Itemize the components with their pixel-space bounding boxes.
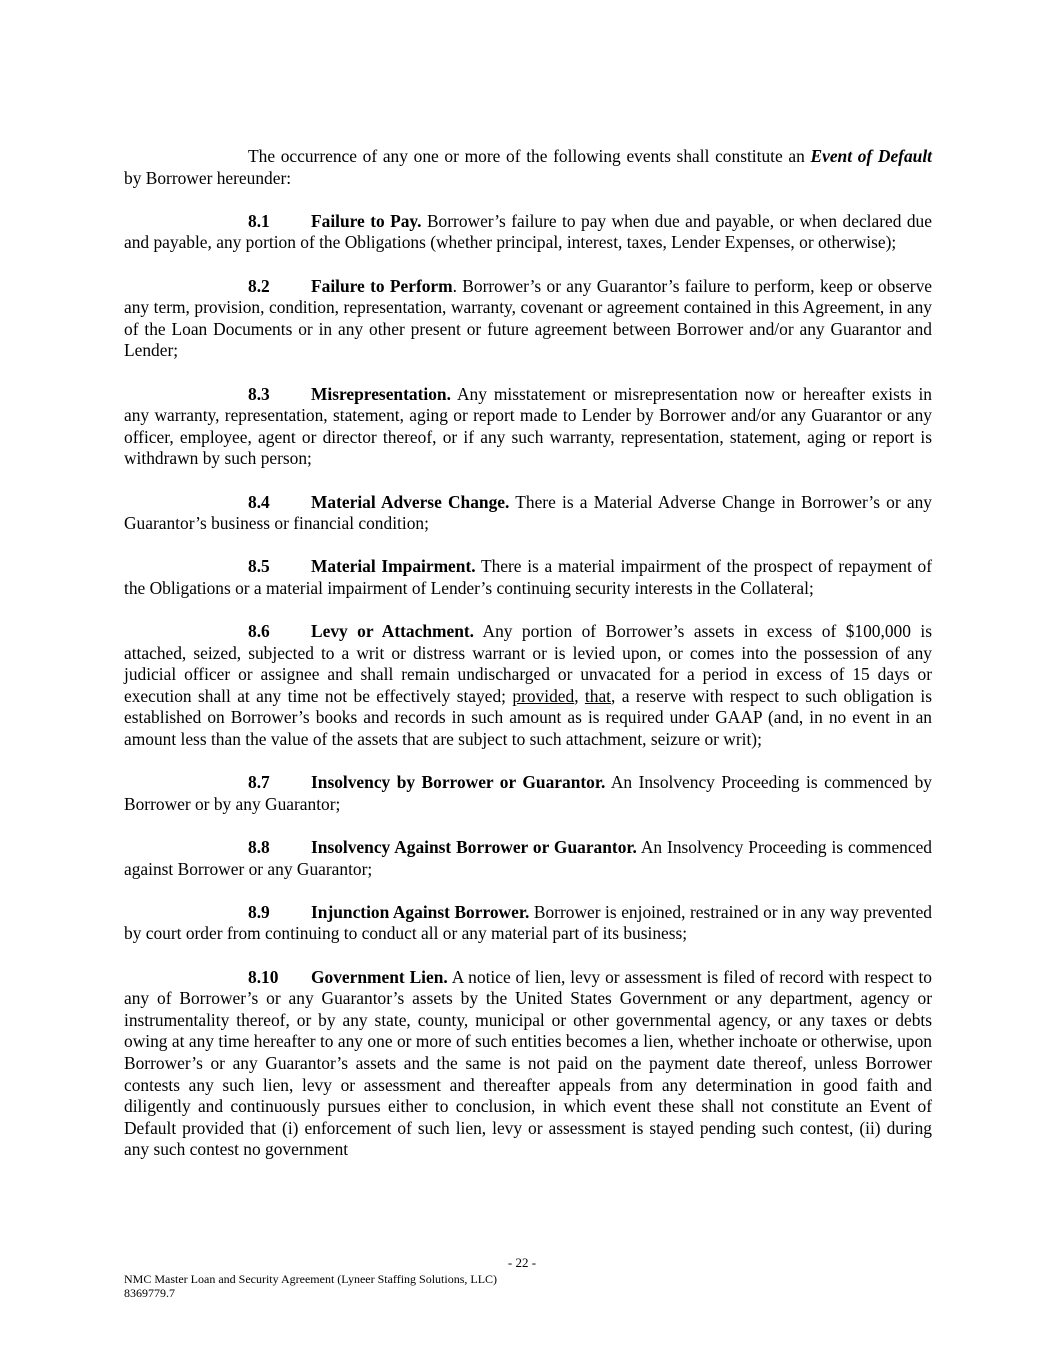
section-title: Material Adverse Change. bbox=[311, 491, 510, 512]
footer-document-title: NMC Master Loan and Security Agreement (Lyneer Staffing Solutions, LLC) bbox=[124, 1271, 498, 1286]
section-number: 8.6 bbox=[248, 621, 270, 642]
section-title: Levy or Attachment. bbox=[311, 621, 475, 642]
section-8-1 bbox=[124, 211, 932, 254]
section-title: Material Impairment. bbox=[311, 556, 476, 577]
underlined-term-that: that bbox=[584, 685, 611, 706]
section-title: Failure to Pay. bbox=[311, 210, 422, 231]
section-title: Government Lien. bbox=[311, 966, 448, 987]
section-body: . Borrower’s or any Guarantor’s failure to perform, keep or observe any term, provision, condition, representation, warranty, covenant or agreement contained in this Agreement, in any of the Loan Documents or in any other present or future agreement between Borrower and/or any Guarantor and Lender; bbox=[124, 275, 932, 361]
intro-text-end: by Borrower hereunder: bbox=[124, 167, 292, 188]
section-8-4 bbox=[124, 492, 932, 535]
section-number: 8.8 bbox=[248, 837, 270, 857]
section-8-9 bbox=[124, 902, 932, 945]
section-number: 8.4 bbox=[248, 491, 270, 512]
page-number bbox=[124, 1256, 932, 1271]
section-number: 8.5 bbox=[248, 556, 270, 577]
section-body: Borrower’s failure to pay when due and payable, or when declared due and payable, any portion of the Obligations (whether principal, interest, taxes, Lender Expenses, or otherwise); bbox=[124, 210, 932, 253]
section-body-separator: , bbox=[574, 685, 585, 706]
section-8-7 bbox=[124, 772, 932, 815]
section-title: Injunction Against Borrower. bbox=[311, 901, 530, 922]
section-number: 8.1 bbox=[248, 210, 270, 231]
section-number: 8.10 bbox=[248, 966, 279, 987]
section-body: An Insolvency Proceeding is commenced by Borrower or by any Guarantor; bbox=[124, 772, 932, 814]
intro-text: The occurrence of any one or more of the following events shall constitute an bbox=[248, 146, 811, 166]
footer-document-id: 8369779.7 bbox=[124, 1286, 175, 1300]
section-number: 8.2 bbox=[248, 275, 270, 296]
section-body: There is a material impairment of the prospect of repayment of the Obligations or a material impairment of Lender’s continuing security interests in the Collateral; bbox=[124, 556, 933, 598]
defined-term-event-of-default: Event of Default bbox=[810, 146, 932, 166]
section-8-6 bbox=[124, 621, 932, 751]
section-body: A notice of lien, levy or assessment is filed of record with respect to any of Borrower’s or any Guarantor’s assets by the United States Government or any department, agency or instrumentality thereof, or by any state, county, municipal or other governmental agency, or any taxes or debts owing at any time hereafter to any one or more of such entities becomes a lien, whether inchoate or otherwise, upon Borrower’s or any Guarantor’s assets and the same is not paid on the payment date thereof, unless Borrower contests any such lien, levy or assessment and thereafter appeals from any determination in good faith and diligently and continuously pursues either to conclusion, in which event these shall not constitute an Event of Default provided that (i) enforcement of such lien, levy or assessment is stayed pending such contest, (ii) during any such contest no government bbox=[124, 966, 933, 1160]
page-footer bbox=[124, 1256, 932, 1301]
section-8-2 bbox=[124, 276, 932, 362]
section-body: An Insolvency Proceeding is commenced against Borrower or any Guarantor; bbox=[124, 837, 933, 879]
page-number-text: - 22 - bbox=[507, 1255, 537, 1270]
section-8-8 bbox=[124, 837, 932, 880]
section-number: 8.7 bbox=[248, 772, 270, 793]
section-8-3 bbox=[124, 384, 932, 470]
section-number: 8.3 bbox=[248, 383, 270, 404]
section-body-continued: , a reserve with respect to such obligation is established on Borrower’s books and records in such amount as is required under GAAP (and, in no event in an amount less than the value of the assets that are subject to such attachment, seizure or writ); bbox=[124, 685, 932, 750]
section-title: Misrepresentation. bbox=[311, 383, 451, 404]
section-title: Insolvency by Borrower or Guarantor. bbox=[311, 772, 606, 793]
section-title: Insolvency Against Borrower or Guarantor. bbox=[311, 837, 637, 857]
intro-paragraph bbox=[124, 146, 932, 189]
section-body: Borrower is enjoined, restrained or in any way prevented by court order from continuing to conduct all or any material part of its business; bbox=[124, 901, 932, 944]
section-body: Any portion of Borrower’s assets in excess of $100,000 is attached, seized, subjected to a writ or distress warrant or is levied upon, or comes into the possession of any judicial officer or assignee and shall remain undischarged or unvacated for a period in excess of 15 days or execution shall at any time not be effectively stayed; bbox=[124, 621, 932, 706]
section-body: Any misstatement or misrepresentation now or hereafter exists in any warranty, representation, statement, aging or report made to Lender by Borrower and/or any Guarantor or any officer, employee, agent or director thereof, or if any such warranty, representation, statement, aging or report is withdrawn by such person; bbox=[124, 383, 932, 469]
section-8-5 bbox=[124, 556, 932, 599]
section-title: Failure to Perform bbox=[311, 275, 453, 296]
section-body: There is a Material Adverse Change in Borrower’s or any Guarantor’s business or financial condition; bbox=[124, 491, 932, 534]
section-number: 8.9 bbox=[248, 901, 270, 922]
section-8-10 bbox=[124, 967, 932, 1161]
document-body bbox=[124, 146, 932, 1183]
underlined-term-provided: provided bbox=[512, 685, 575, 706]
